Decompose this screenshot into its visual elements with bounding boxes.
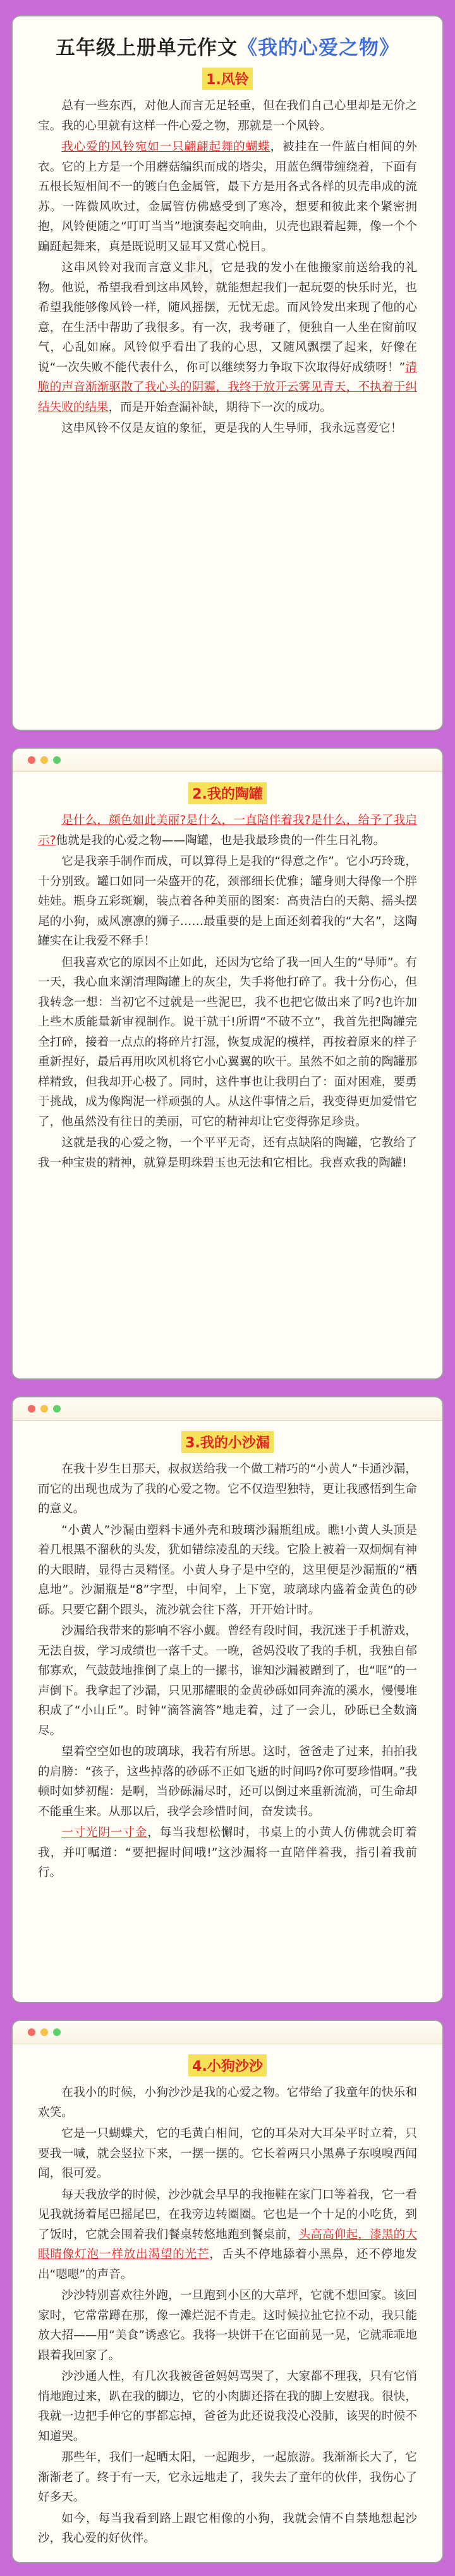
paragraph — [38, 1742, 417, 1822]
paragraph — [38, 2124, 417, 2184]
red-dot-icon — [28, 2028, 35, 2036]
paragraph — [38, 1133, 417, 1173]
section-body — [38, 96, 417, 439]
text-run: 但我喜欢它的原因不止如此，还因为它给了我一回人生的“导师”。有一天，我心血来潮清理陶罐上的灰尘，失手将他打碎了。我十分伤心，但我转念一想：当初它不过就是一些泥巴，我不也把它做出来了吗?也许加上些木质能量新审视制作。说干就干!所谓“不破不立”，我首先把陶罐完全打碎，接着一点点的将碎片打湿，恢复成泥的模样，再按着原来的样子重新捏好，最后再用吹风机将它小心翼翼的吹干。虽然不如之前的陶罐那样精致，但我却开心极了。同时，这件事也让我明白了：面对困难，要勇于挑战，成为像陶泥一样顽强的人。从这件事情之后，我变得更加爱惜它了，他虽然没有往日的美丽，可它的精神却让它变得弥足珍贵。 — [38, 955, 417, 1129]
yellow-dot-icon — [40, 1405, 48, 1413]
section-title: 2.我的陶罐 — [38, 782, 417, 804]
paragraph — [38, 852, 417, 952]
highlighted-sentence: 是什么，颜色如此美丽?是什么，一直陪伴着我?是什么，给予了我启示? — [38, 814, 417, 847]
red-dot-icon — [28, 1405, 35, 1413]
section-title: 3.我的小沙漏 — [38, 1431, 417, 1453]
text-run: 沙沙特别喜欢往外跑，一旦跑到小区的大草坪，它就不想回家。该回家时，它常常蹲在那，像一滩烂泥不肯走。这时候拉扯它拉不动，我只能放大招——用“美食”诱惑它。我将一块饼干在它面前晃一晃，它就乖乖地跟着我回家了。 — [38, 2289, 417, 2362]
paragraph — [38, 2509, 417, 2549]
paragraph — [38, 1621, 417, 1741]
paragraph — [38, 1459, 417, 1519]
section-title: 1.风铃 — [38, 68, 417, 90]
highlighted-sentence: 我心爱的风铃宛如一只翩翩起舞的蝴蝶 — [61, 140, 270, 154]
paragraph — [38, 96, 417, 136]
paragraph — [38, 953, 417, 1132]
red-dot-icon — [28, 756, 35, 764]
highlighted-sentence: 清脆的声音渐渐驱散了我心头的阴霾，我终于放开云雾见青天，不执着于纠结失败的结果 — [38, 360, 417, 414]
paragraph — [38, 2083, 417, 2123]
essay-card-3 — [11, 1396, 444, 2003]
text-run: ，而是开始查漏补缺，期待下一次的成功。 — [108, 400, 332, 414]
section-body — [38, 2083, 417, 2549]
text-run: 沙漏给我带来的影响不容小觑。曾经有段时间，我沉迷于手机游戏，无法自拔，学习成绩也一落千丈。一晚，爸妈没收了我的手机，我独自郁郁寡欢，气鼓鼓地推倒了桌上的一摞书，谁知沙漏被蹭到了，也“哐”的一声倒下。我拿起了沙漏，只见那耀眼的金黄砂砾如同奔流的溪水，慢慢堆积成了“小山丘”。时钟“滴答滴答”地走着，过了一会儿，砂砾已全数滴尽。 — [38, 1624, 417, 1738]
paragraph — [38, 2448, 417, 2508]
document-title — [38, 32, 417, 60]
text-run: ，每当我想松懈时，书桌上的小黄人仿佛就会盯着我，并叮嘱道：“要把握时间哦!”这沙漏将一直陪伴着我，指引着我前行。 — [38, 1826, 417, 1879]
card-header-dots — [13, 1397, 442, 1421]
green-dot-icon — [53, 1405, 61, 1413]
text-run: 在我小的时候，小狗沙沙是我的心爱之物。它带给了我童年的快乐和欢笑。 — [38, 2086, 417, 2119]
text-run: 望着空空如也的玻璃球，我若有所思。这时，爸爸走了过来，拍拍我的肩膀：“孩子，这些掉落的砂砾不正如飞逝的时间吗?你可要珍惜啊。”我顿时如梦初醒：是啊，当砂砾漏尽时，还可以倒过来重新流淌，可生命却不能重生来。从那以后，我学会珍惜时间，奋发读书。 — [38, 1745, 417, 1819]
paragraph — [38, 2367, 417, 2446]
essay-card-1 — [11, 15, 444, 731]
text-run: 他就是我的心爱之物——陶罐，也是我最珍贵的一件生日礼物。 — [56, 833, 385, 847]
text-run: 这串风铃不仅是友谊的象征，更是我的人生导师，我永远喜爱它！ — [61, 422, 403, 435]
green-dot-icon — [53, 756, 61, 764]
text-run: 每天我放学的时候，沙沙就会早早的我拖鞋在家门口等着我，它一看见我就扬着尾巴摇尾巴，在我旁边转圈圈。它也是一个十足的小吃货，到了饭时，它就会围着我们餐桌转悠地跑到餐桌前， — [38, 2188, 417, 2242]
text-run: 在我十岁生日那天，叔叔送给我一个做工精巧的“小黄人”卡通沙漏，而它的出现也成为了我的心爱之物。它不仅造型独特，更让我感悟到生命的意义。 — [38, 1463, 417, 1516]
paragraph — [38, 2286, 417, 2365]
yellow-dot-icon — [40, 756, 48, 764]
text-run: 如今，每当我看到路上跟它相像的小狗，我就会情不自禁地想起沙沙，我心爱的好伙伴。 — [38, 2512, 417, 2545]
essay-card-2 — [11, 747, 444, 1380]
highlighted-sentence: 一寸光阴一寸金 — [61, 1826, 148, 1839]
text-run: 那些年，我们一起晒太阳，一起跑步，一起旅游。我渐渐长大了，它渐渐老了。终于有一天，它永远地走了，我失去了童年的伙伴，我伤心了好多天。 — [38, 2451, 417, 2504]
section-body — [38, 811, 417, 1173]
section-body — [38, 1459, 417, 1883]
text-run: 沙沙通人性，有几次我被爸爸妈妈骂哭了，大家都不理我，只有它悄悄地跑过来，趴在我的脚边，它的小肉脚还搭在我的脚上安慰我。很快，我就一边把手伸它的事都忘掉，爸爸为此还说我没心没肺，该哭的时候不知道哭。 — [38, 2370, 417, 2443]
paragraph — [38, 419, 417, 439]
watermark: 教 — [169, 246, 232, 312]
text-run: 总有一些东西，对他人而言无足轻重，但在我们自己心里却是无价之宝。我的心里就有这样一件心爱之物，那就是一个风铃。 — [38, 99, 417, 133]
paragraph — [38, 137, 417, 257]
green-dot-icon — [53, 2028, 61, 2036]
paragraph — [38, 1521, 417, 1621]
text-run: 它是我亲手制作而成，可以算得上是我的“得意之作”。它小巧玲珑，十分别致。罐口如同一朵盛开的花，颈部细长优雅；罐身则大得像一个胖娃娃。瓶身五彩斑斓，装点着各种美丽的图案：高贵洁白的天鹅、摇头摆尾的小狗，威风凛凛的狮子……最重要的是上面还刻着我的“大名”，这陶罐实在让我爱不释手！ — [38, 855, 417, 948]
document-title-prefix: 五年级上册单元作文 — [56, 37, 238, 59]
text-run: ，舌头不停地舔着小黑鼻，还不停地发出“嗯嗯”的声音。 — [38, 2248, 417, 2281]
text-run: “小黄人”沙漏由塑料卡通外壳和玻璃沙漏瓶组成。瞧!小黄人头顶是着几根黑不溜秋的头发，犹如错综凌乱的天线。它脸上被着一双炯炯有神的大眼睛，显得古灵精怪。小黄人身子是中空的，这里便是沙漏瓶的“栖息地”。沙漏瓶是“8”字型，中间窄，上下宽，玻璃球内盛着金黄色的砂砾。只要它翻个跟头，流沙就会往下落，开开始计时。 — [38, 1523, 417, 1617]
paragraph — [38, 811, 417, 850]
text-run: 它是一只蝴蝶犬，它的毛黄白相间，它的耳朵对大耳朵平时立着，只要我一喊，就会竖拉下来，一摆一摆的。它长着两只小黑鼻子东嗅嗅西闻闻，很可爱。 — [38, 2127, 417, 2180]
card-header-dots — [13, 749, 442, 772]
highlighted-sentence: 头高高仰起，漆黑的大眼睛像灯泡一样放出渴望的光芒 — [38, 2228, 417, 2261]
essay-card-4 — [11, 2020, 444, 2563]
paragraph — [38, 258, 417, 417]
paragraph — [38, 1823, 417, 1883]
text-run: ，被挂在一件蓝白相间的外衣。它的上方是一个用蘑菇编织而成的塔尖，用蓝色绸带缠绕着，下面有五根长短相间不一的镀白色金属管，最下方是用各式各样的贝壳串成的流苏。一阵微风吹过，金属管仿佛感受到了寒冷，想要和彼此来个紧密拥抱，风铃便随之“叮叮当当”地演奏起交响曲，贝壳也跟着起舞，像一个个蹁跹起舞来，真是既说明又显耳又赏心悦目。 — [38, 140, 417, 254]
yellow-dot-icon — [40, 2028, 48, 2036]
paragraph — [38, 2185, 417, 2285]
text-run: 这就是我的心爱之物，一个平平无奇，还有点缺陷的陶罐，它教给了我一种宝贵的精神，就算是明珠碧玉也无法和它相比。我喜欢我的陶罐! — [38, 1136, 417, 1170]
document-title-highlight: 《我的心爱之物》 — [238, 37, 399, 59]
text-run: 这串风铃对我而言意义非凡，它是我的发小在他搬家前送给我的礼物。他说，希望我看到这串风铃，就能想起我们一起玩耍的快乐时光，也希望我能够像风铃一样，随风摇摆，无忧无虑。而风铃发出来现了他的心意，在生活中帮助了我很多。有一次，我考砸了，便独自一人坐在窗前叹气，心乱如麻。风铃似乎看出了我的心思，又随风飘摆了起来，好像在说“一次失败不能代表什么，你可以继续努力争取下次取得好成绩呀！” — [38, 261, 417, 374]
section-title: 4.小狗沙沙 — [38, 2054, 417, 2076]
card-header-dots — [13, 2021, 442, 2044]
